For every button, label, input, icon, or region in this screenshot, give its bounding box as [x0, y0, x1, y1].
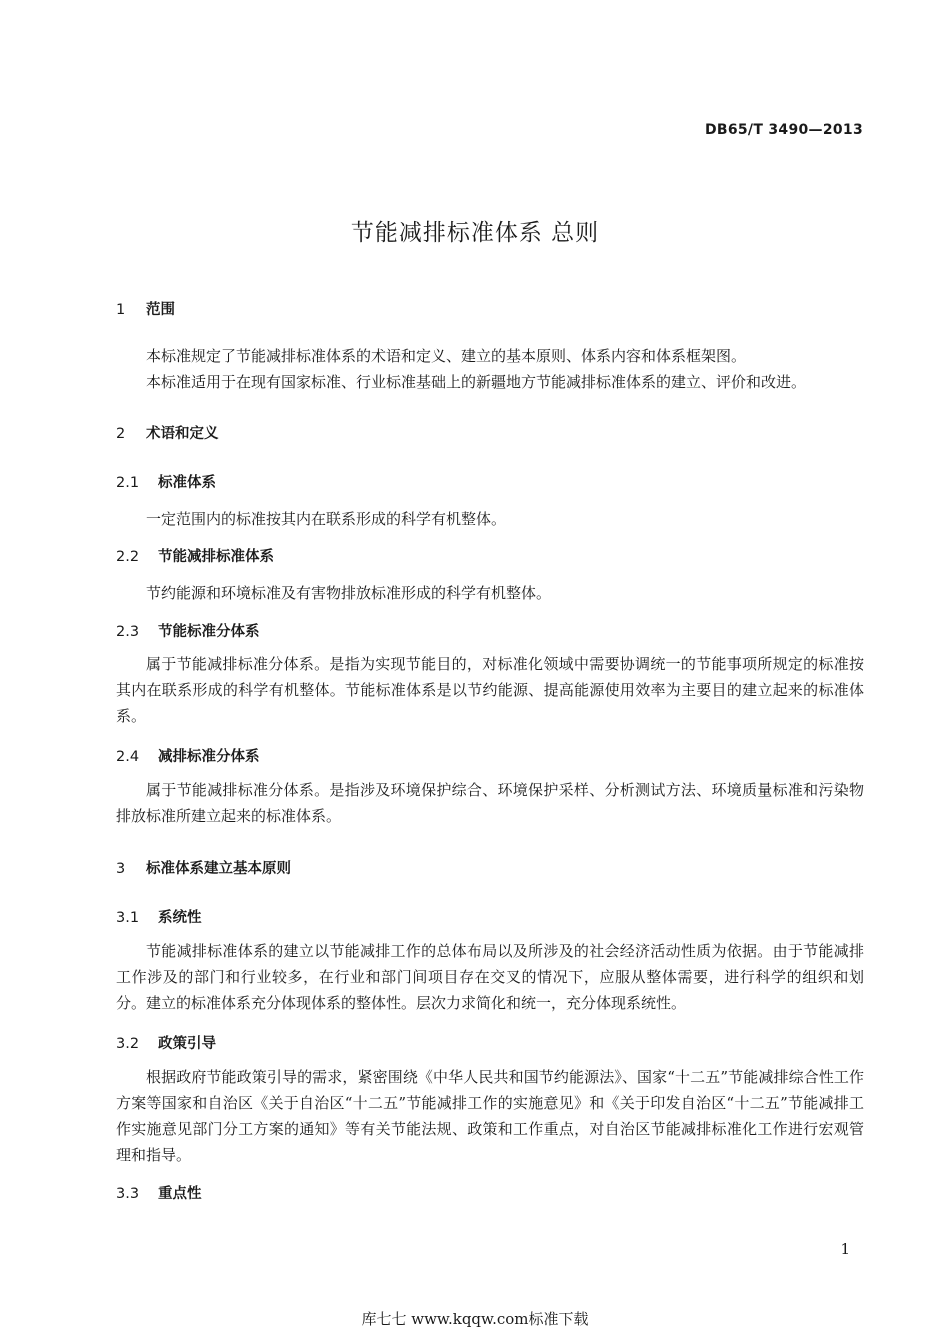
standard-number: DB65/T 3490—2013 [704, 122, 863, 138]
section-number: 3 [116, 861, 126, 877]
paragraph: 属于节能减排标准分体系。是指为实现节能目的，对标准化领域中需要协调统一的节能事项所规定的标准按其内在联系形成的科学有机整体。节能标准体系是以节约能源、提高能源使用效率为主要目的建立起来的标准体系。 [116, 655, 864, 725]
section-number: 3.1 [116, 910, 140, 926]
section-3-heading [116, 857, 291, 878]
section-number: 2.2 [116, 549, 140, 565]
section-title: 标准体系建立基本原则 [146, 861, 291, 877]
section-number: 2 [116, 426, 126, 442]
section-2-heading [116, 422, 219, 443]
section-2-4-heading [116, 745, 260, 766]
section-title: 重点性 [158, 1186, 202, 1202]
source-watermark: 库七七 www.kqqw.com标准下载 [361, 1310, 589, 1328]
section-number: 2.4 [116, 749, 140, 765]
document-title: 节能减排标准体系 总则 [350, 220, 600, 246]
section-title: 标准体系 [158, 475, 216, 491]
section-number: 3.3 [116, 1186, 140, 1202]
paragraph: 根据政府节能政策引导的需求，紧密围绕《中华人民共和国节约能源法》、国家“十二五”节能减排综合性工作方案等国家和自治区《关于自治区“十二五”节能减排工作的实施意见》和《关于印发自治区“十二五”节能减排工作实施意见部门分工方案的通知》等有关节能法规、政策和工作重点，对自治区节能减排标准化工作进行宏观管理和指导。 [116, 1068, 864, 1164]
section-2-3-heading [116, 620, 260, 641]
paragraph: 节能减排标准体系的建立以节能减排工作的总体布局以及所涉及的社会经济活动性质为依据。由于节能减排工作涉及的部门和行业较多，在行业和部门间项目存在交叉的情况下，应服从整体需要，进行科学的组织和划分。建立的标准体系充分体现体系的整体性。层次力求简化和统一，充分体现系统性。 [116, 942, 864, 1012]
section-number: 2.3 [116, 624, 140, 640]
section-3-2-heading [116, 1032, 216, 1053]
section-number: 1 [116, 302, 126, 318]
section-number: 2.1 [116, 475, 140, 491]
section-title: 节能减排标准体系 [158, 549, 274, 565]
section-title: 节能标准分体系 [158, 624, 260, 640]
paragraph: 节约能源和环境标准及有害物排放标准形成的科学有机整体。 [146, 584, 552, 602]
section-title: 政策引导 [158, 1036, 216, 1052]
page-number: 1 [840, 1240, 850, 1258]
section-1-heading [116, 298, 175, 319]
paragraph: 一定范围内的标准按其内在联系形成的科学有机整体。 [146, 510, 507, 528]
paragraph: 本标准适用于在现有国家标准、行业标准基础上的新疆地方节能减排标准体系的建立、评价和改进。 [146, 373, 807, 391]
section-3-1-heading [116, 906, 202, 927]
section-title: 减排标准分体系 [158, 749, 260, 765]
section-title: 范围 [146, 302, 175, 318]
section-2-1-heading [116, 471, 216, 492]
section-title: 系统性 [158, 910, 202, 926]
section-number: 3.2 [116, 1036, 140, 1052]
section-title: 术语和定义 [146, 426, 219, 442]
paragraph: 属于节能减排标准分体系。是指涉及环境保护综合、环境保护采样、分析测试方法、环境质量标准和污染物排放标准所建立起来的标准体系。 [116, 781, 864, 825]
section-2-2-heading [116, 545, 274, 566]
section-3-3-heading [116, 1182, 202, 1203]
paragraph: 本标准规定了节能减排标准体系的术语和定义、建立的基本原则、体系内容和体系框架图。 [146, 347, 747, 365]
